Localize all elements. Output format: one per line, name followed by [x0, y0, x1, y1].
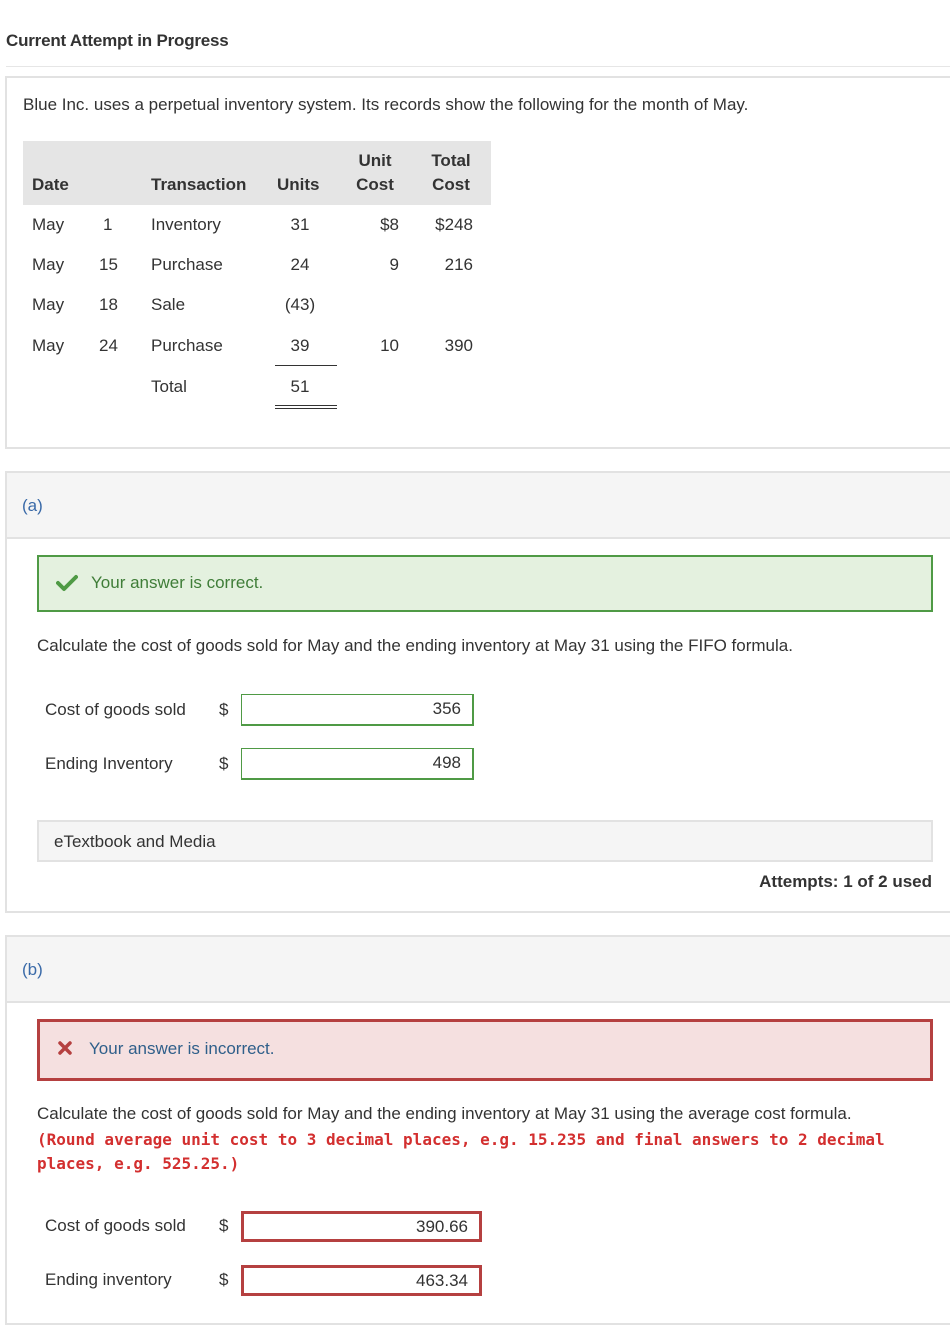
header-total-cost-line2: Cost [432, 175, 470, 194]
part-b-question: Calculate the cost of goods sold for May and the ending inventory at May 31 using the average cost formula. [37, 1104, 852, 1123]
subtotal-rule [275, 365, 337, 366]
row-total-cost: $248 [435, 215, 473, 234]
cogs-label: Cost of goods sold [45, 700, 186, 719]
attempts-counter: Attempts: 1 of 2 used [759, 872, 932, 891]
row-total-cost: 216 [444, 255, 473, 274]
part-a-question: Calculate the cost of goods sold for May and the ending inventory at May 31 using the FIFO formula. [37, 636, 793, 655]
currency-symbol: $ [219, 1270, 229, 1289]
row-unit-cost: $8 [380, 215, 399, 234]
part-b-label: (b) [22, 960, 43, 979]
etextbook-media-label: eTextbook and Media [54, 832, 216, 851]
part-a-header [7, 473, 950, 539]
correct-feedback-banner [37, 555, 933, 612]
ending-inventory-label: Ending Inventory [45, 754, 173, 773]
row-transaction: Sale [151, 295, 186, 314]
row-total-cost: 390 [444, 336, 473, 355]
incorrect-feedback-banner [37, 1019, 933, 1081]
part-b-header [7, 937, 950, 1003]
page-title: Current Attempt in Progress [6, 31, 229, 50]
problem-intro: Blue Inc. uses a perpetual inventory system. Its records show the following for the month of May. [23, 95, 749, 114]
rounding-instruction: (Round average unit cost to 3 decimal places, e.g. 15.235 and final answers to 2 decimal places, e.g. 525.25.) [37, 1130, 885, 1173]
row-transaction: Purchase [151, 336, 223, 355]
total-units: 51 [290, 377, 310, 396]
incorrect-feedback-text: Your answer is incorrect. [89, 1039, 275, 1058]
total-double-rule [275, 405, 337, 409]
row-day: 18 [99, 295, 118, 314]
row-month: May [32, 336, 65, 355]
currency-symbol: $ [219, 754, 229, 773]
row-day: 24 [99, 336, 118, 355]
cogs-label: Cost of goods sold [45, 1216, 186, 1235]
row-units: 39 [290, 336, 310, 355]
header-unit-cost-line2: Cost [356, 175, 394, 194]
row-month: May [32, 215, 65, 234]
currency-symbol: $ [219, 700, 229, 719]
row-unit-cost: 10 [380, 336, 399, 355]
row-units: (43) [284, 295, 316, 314]
row-units: 31 [290, 215, 310, 234]
checkmark-icon [56, 574, 78, 597]
ending-inventory-fifo-input[interactable]: 498 [241, 748, 474, 780]
part-b-panel [5, 935, 950, 1325]
row-day: 1 [103, 215, 113, 234]
row-units: 24 [290, 255, 310, 274]
cogs-fifo-input[interactable]: 356 [241, 694, 474, 726]
header-date: Date [32, 175, 69, 194]
row-month: May [32, 255, 65, 274]
row-transaction: Purchase [151, 255, 223, 274]
currency-symbol: $ [219, 1216, 229, 1235]
header-units: Units [277, 175, 320, 194]
header-unit-cost-line1: Unit [358, 151, 392, 170]
inventory-table-header [23, 141, 491, 205]
etextbook-media-button[interactable] [37, 820, 933, 862]
x-mark-icon [57, 1040, 73, 1061]
row-month: May [32, 295, 65, 314]
cogs-average-input[interactable]: 390.66 [241, 1211, 482, 1242]
header-transaction: Transaction [151, 175, 247, 194]
row-transaction: Inventory [151, 215, 221, 234]
part-a-panel [5, 471, 950, 913]
ending-inventory-label: Ending inventory [45, 1270, 172, 1289]
ending-inventory-average-input[interactable]: 463.34 [241, 1265, 482, 1296]
title-divider [6, 66, 950, 67]
total-label: Total [151, 377, 187, 396]
row-unit-cost: 9 [389, 255, 399, 274]
header-total-cost-line1: Total [431, 151, 471, 170]
problem-panel [5, 76, 950, 449]
row-day: 15 [99, 255, 118, 274]
part-a-label: (a) [22, 496, 43, 515]
correct-feedback-text: Your answer is correct. [91, 573, 264, 592]
